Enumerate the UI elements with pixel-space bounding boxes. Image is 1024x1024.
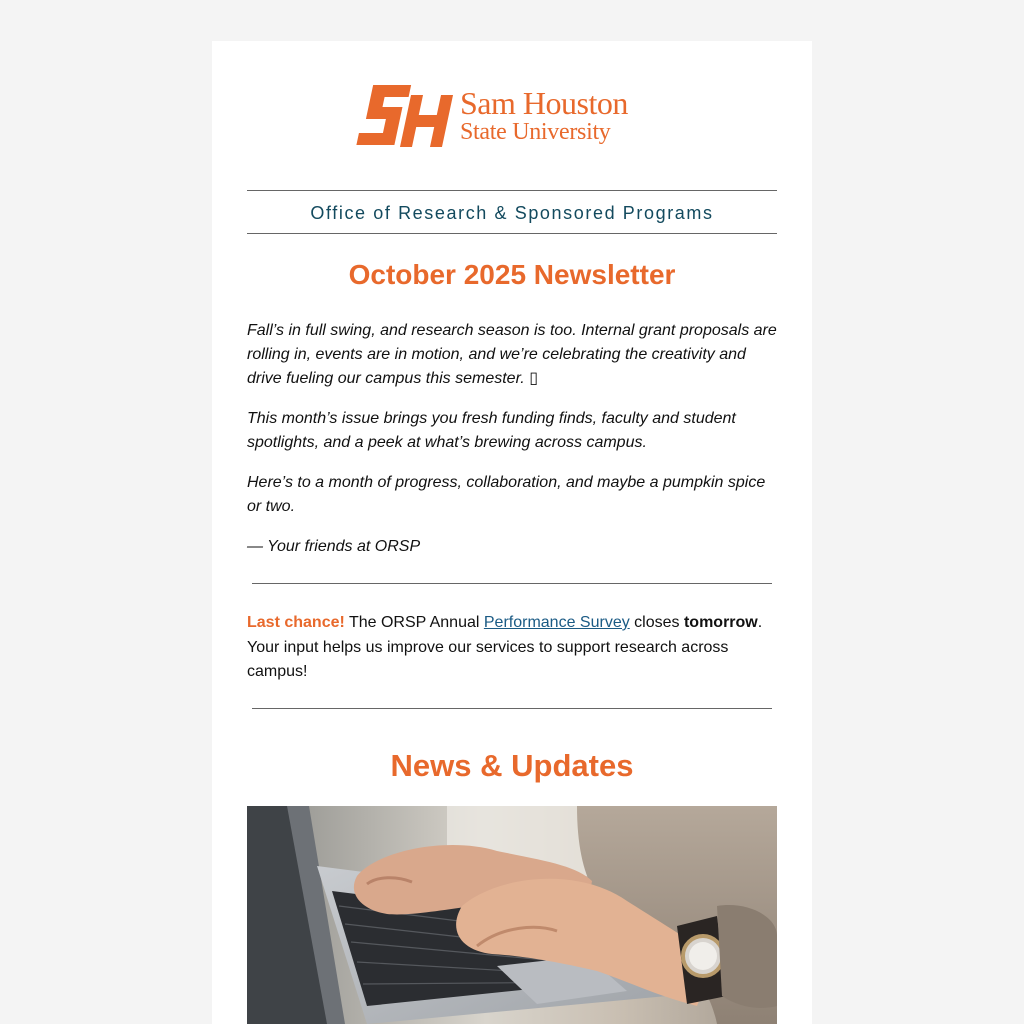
office-divider-top (247, 190, 777, 191)
survey-text: The ORSP Annual (344, 614, 484, 631)
logo-line-2: State University (460, 119, 611, 145)
office-divider-bottom (247, 233, 777, 234)
survey-notice (247, 611, 782, 685)
survey-deadline: tomorrow (683, 614, 758, 631)
last-chance-label: Last chance! (247, 614, 345, 631)
sh-monogram-icon (356, 81, 456, 151)
intro-message (247, 319, 782, 575)
logo-wordmark (460, 87, 628, 144)
performance-survey-link[interactable]: Performance Survey (483, 614, 630, 631)
newsletter-card (212, 41, 812, 1024)
survey-text: . Your input helps us improve our services to support research across campus! (247, 614, 763, 680)
survey-text: closes (629, 614, 684, 631)
section-divider (252, 583, 772, 584)
news-heading: News & Updates (390, 748, 634, 783)
newsletter-title: October 2025 Newsletter (348, 259, 676, 290)
logo-line-1: Sam Houston (460, 85, 628, 121)
office-name: Office of Research & Sponsored Programs (310, 203, 714, 223)
section-divider (252, 708, 772, 709)
laptop-typing-photo-icon (247, 806, 777, 1024)
university-logo[interactable] (356, 81, 671, 151)
intro-paragraph: Here’s to a month of progress, collaboration, and maybe a pumpkin spice or two. (247, 474, 766, 515)
news-image-laptop-typing[interactable] (247, 806, 777, 1024)
intro-paragraph: Fall’s in full swing, and research season is too. Internal grant proposals are rolling in, events are in motion, and we’re celebrating the creativity and drive fueling our campus this semester. ▯ (247, 322, 777, 387)
intro-paragraph: This month’s issue brings you fresh funding finds, faculty and student spotlights, and a peek at what’s brewing across campus. (247, 410, 736, 451)
intro-signature: — Your friends at ORSP (247, 538, 421, 555)
